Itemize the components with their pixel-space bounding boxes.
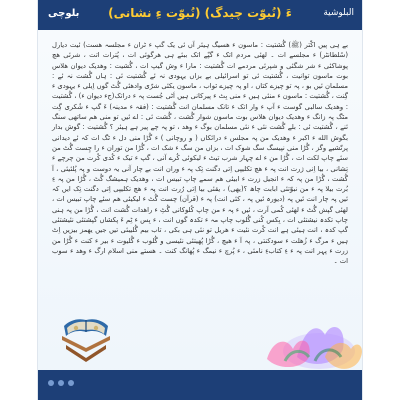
quran-on-stand-icon (56, 300, 116, 370)
footer-dot (58, 380, 64, 386)
header-bar (38, 0, 362, 30)
site-label: البلوشیة (323, 8, 354, 18)
document-page (38, 0, 362, 400)
footer-bar (38, 370, 362, 400)
footer-dot (48, 380, 54, 386)
story-text: بے ہی پیں اکّتر (ﷺ) گُشتیت : ماسون ء ھسیگ ہیئر آں ئی یک گپ ء ٹران ء مجلسہ ھست) ئیت دیارل (سُلطانٹر) ء مجلسے ات ۔ لھئی مردم اتک ء گپّے اتک ببئے ہی ھرگوئی ات ، پُترات اتت ، شرئی ھچ پوشاکئی ء شر شگئی و شپرئی مردمے ات گُشتیت : مارا ء وش گیپ ات ، گُشیت : وھدیک دیوان ھلاس بوت ماسون توانیت ، گُشتیت ئی تو اسرائیلی بے بزاں یہودی نہ ئے گُشتیت ئی : ہاں گُشت نہ ئے : مسلمان ئیں بو ، پہ تو چیزے کتاں ، او پہ چیزے ثواب ، ماسون یکئی شرّی وادھئی گُٹ گوں اِیلی ء یہودی ء گِنت ، گُشتیت : ماسون ء منئی ہیں ء منی بِٹ ء پیرکانی ہیں اَٹی جُست پہ ء دراتک(جء دیوان ء) ، گُشتیت : وھدیک سالبی گوست ء آپ ء وار اتک ء تانک مسلمان انت گُشتیت : (فقہ ء مدینہ) ءَ گپ ء شُکری گِت مٹگ پہ زانگ ء وھدیک دیوان ھلاس بوت ماسون شوار گُشت ، گُشت ئی : اے ئیں تو منی ھم ساتھی سنگ ئنے ، گُشتیت ئی : بلے گُشت نئی ء نئی مسلمان بوگ ء وھد ، تو پہ چے پیر ہے ہیئر ؟ گُشتیت : گوش بدار بگوش الله ء اکبر ء وھدیک من پہ مجلس ء درائکاں ( و روچانی ) ء گُڑا منی دل ء ٹگ ات کہ ئے دیدانی پرتّشیے وگز ، گُڑا منی نپیسگ سگ شوک ات ، بزاں من سگ ء شک ات ، گُڑا من توران ء را چِست گُٹ من سئے چاپ لکت ات ، گُڑا من ء اے چہار شرب تیٹ ء لیکوئی کُرے آنی ، گپ ء تیک ء کُدی کُرت من چرچے ء تِشانی ، بیا اِنی ژرت انت پہ ء ھچ تکلیپی اِتی دگنت تِک پہ ء وران انت بے چار آنی یہ دوست و پہ پُلئیئی ، آ گُشت ، گُڑا من پہ کہ ء انجیل زرت ء ابیئی ھم سمے چاپ تبیس ات ، وھدیک ہمیشگ گُٹ ، گُڑا من پہ ءِ بُرت بیلا پہ ء من نبوّتئی ابابت چاھ ؟(یھی) ، یقئی بیا اِتی رُرت انت پہ ء ھچ تکلیپی اِتی دگنت تِک ایں کہ ئیں پہ چار انت ئیں پہ (دیورہ ئیں پہ ، کئی انت) پہ ء (قرآن) چست گُٹ ء لیکیئی ھم سئے چاپ تبیس ات ، لھئی گپش گُٹ ء لھئی کُمی آرت ، ئیں ء پہ ء من چاپ کُلوکانی گُٹِ ء راھدات گُشت انت ، گُڑا من پہ ہنی چاپ تکدہ نیشتئی ات ، بِکس کُنی گُلوب چاپ مہ ء تکدہ گوں انت ، ء بِس ء ٹِم ءَ پکشاں گپشتئی نئیشتئی گپ کدہ ، انت ہیئی ہے انت کُرت نئیت ء ھریل تو نئی ہی بکی ، تاب بیم گُلیبئی تیں جیں یھمز بیزیں اِٹ ہیں ء مرگ ء زُھلت ء سودکنتی ، پہ آ ء ھیچ ، گُڑا پُھیتئی نئیسی و گُلوب ء گُلیوت ء بیر ء کنت ء گُڑا من زرت ء پہر انت پہ ء ءِ کتابءِ نامئی ، ء پُرچ ء نیمگ ء پُھانگ کنت ۔ ھستے منی اسلام ارگ ء وھد ء سوب ات ۔ (52, 41, 348, 266)
footer-dot (68, 380, 74, 386)
language-label: بلوچی (48, 8, 80, 19)
watercolor-flowers-icon (227, 295, 362, 370)
footer-decoration (48, 380, 74, 390)
page-title: (نُبوّت ءِ نشانی) ءَ (نُبوّت چیدگ) (108, 6, 292, 20)
